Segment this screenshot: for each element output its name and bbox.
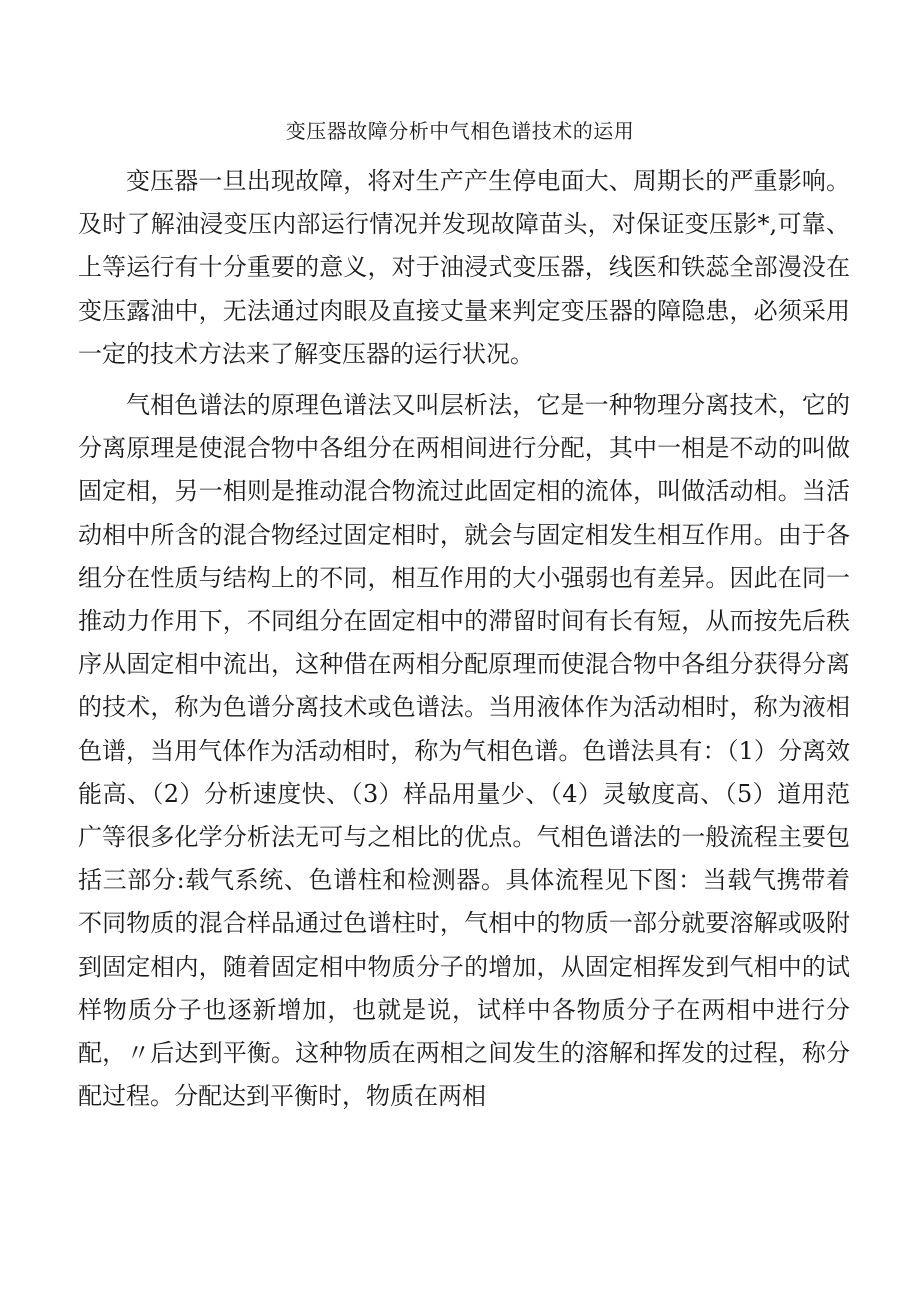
document-title: 变压器故障分析中气相色谱技术的运用 [285,119,635,143]
paragraph-chromatography-principle: 气相色谱法的原理色谱法又叫层析法，它是一种物理分离技术，它的分离原理是使混合物中各组分在两相间进行分配，其中一相是不动的叫做固定相，另一相则是推动混合物流过此固定相的流体，叫做活动相。当活动相中所含的混合物经过固定相时，就会与固定相发生相互作用。由于各组分在性质与结构上的不同，相互作用的大小强弱也有差异。因此在同一推动力作用下，不同组分在固定相中的滞留时间有长有短，从而按先后秩序从固定相中流出，这种借在两相分配原理而使混合物中各组分获得分离的技术，称为色谱分离技术或色谱法。当用液体作为活动相时，称为液相色谱，当用气体作为活动相时，称为气相色谱。色谱法具有：（1）分离效能高、（2）分析速度快、（3）样品用量少、（4）灵敏度高、（5）道用范广等很多化学分析法无可与之相比的优点。气相色谱法的一般流程主要包括三部分:载气系统、色谱柱和检测器。具体流程见下图：当载气携带着不同物质的混合样品通过色谱柱时，气相中的物质一部分就要溶解或吸附到固定相内，随着固定相中物质分子的增加，从固定相挥发到气相中的试样物质分子也逐新增加，也就是说，试样中各物质分子在两相中进行分配，〃后达到平衡。这种物质在两相之间发生的溶解和挥发的过程，称分配过程。分配达到平衡时，物质在两相 [78,391,850,1111]
paragraph-intro: 变压器一旦出现故障，将对生产产生停电面大、周期长的严重影响。及时了解油浸变压内部运行情况并发现故障苗头，对保证变压影*,可靠、上等运行有十分重要的意义，对于油浸式变压器，线医和铁蕊全部漫没在变压露油中，无法通过肉眼及直接丈量来判定变压器的障隐患，必须采用一定的技术方法来了解变压器的运行状况。 [78,167,850,368]
document-body [78,160,850,1118]
